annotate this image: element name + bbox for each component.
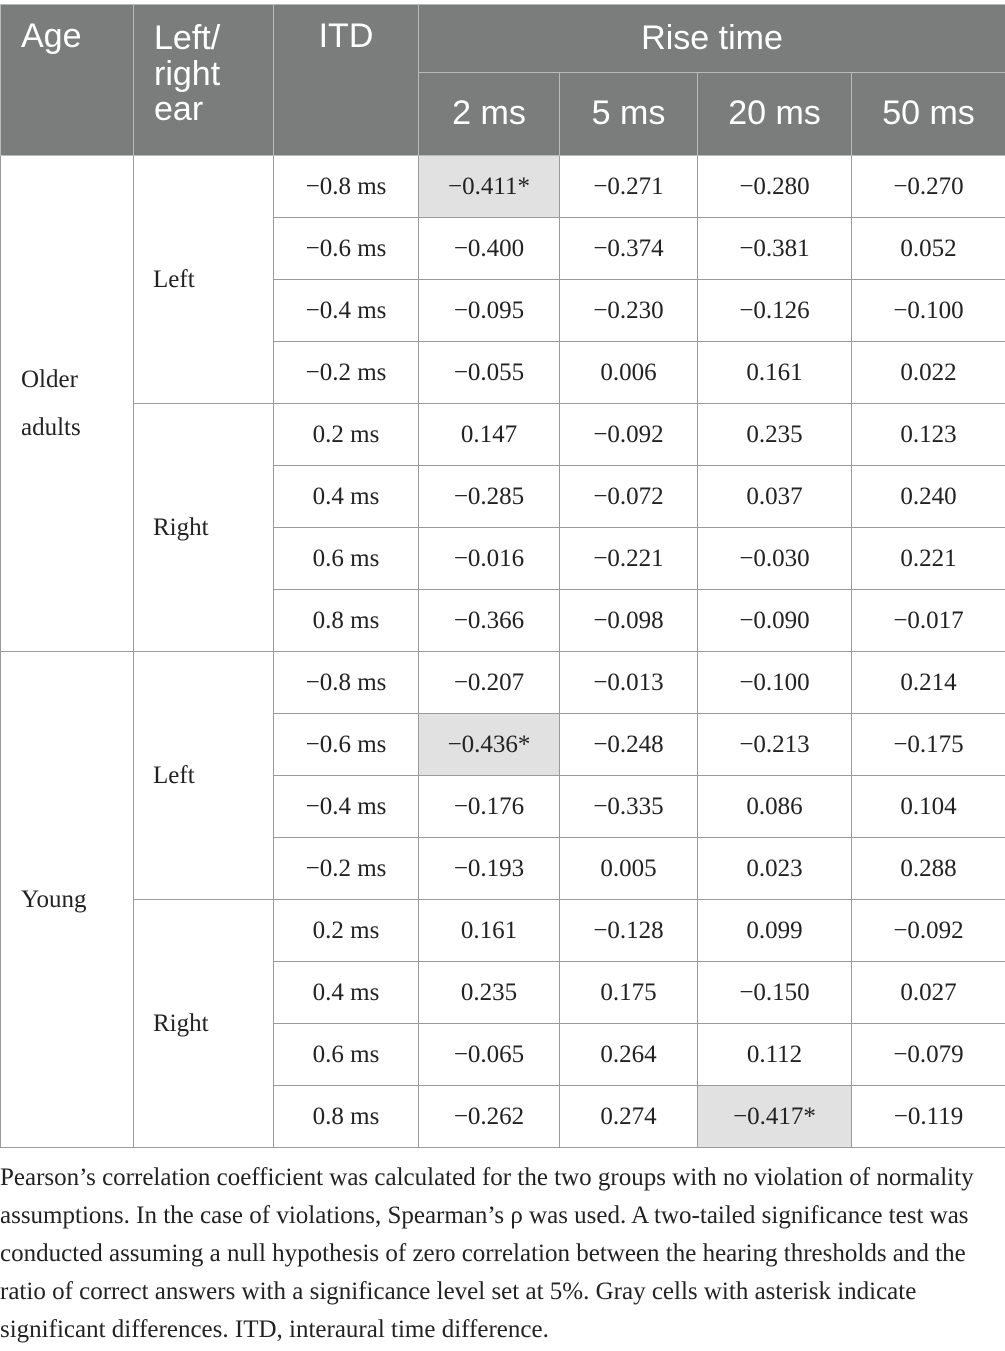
value-cell: −0.095 [419,280,560,342]
ear-label: Left [134,156,274,404]
value-cell: −0.090 [698,590,852,652]
rise-time-header: Rise time [419,5,1005,73]
value-cell: 0.161 [419,900,560,962]
value-cell: −0.013 [560,652,698,714]
value-cell: −0.119 [852,1086,1005,1148]
itd-cell: −0.4 ms [274,776,419,838]
value-cell: −0.030 [698,528,852,590]
value-cell: 0.099 [698,900,852,962]
value-cell: −0.193 [419,838,560,900]
table-row [1,404,1005,466]
value-cell: −0.366 [419,590,560,652]
significant-value-cell: −0.411* [419,156,560,218]
itd-cell: −0.2 ms [274,838,419,900]
value-cell: −0.248 [560,714,698,776]
value-cell: 0.274 [560,1086,698,1148]
value-cell: 0.175 [560,962,698,1024]
value-cell: −0.207 [419,652,560,714]
value-cell: −0.213 [698,714,852,776]
value-cell: 0.123 [852,404,1005,466]
value-cell: −0.221 [560,528,698,590]
itd-cell: −0.2 ms [274,342,419,404]
value-cell: −0.335 [560,776,698,838]
itd-cell: 0.8 ms [274,590,419,652]
value-cell: −0.100 [698,652,852,714]
value-cell: 0.147 [419,404,560,466]
value-cell: 0.023 [698,838,852,900]
itd-cell: −0.6 ms [274,714,419,776]
value-cell: 0.240 [852,466,1005,528]
value-cell: −0.175 [852,714,1005,776]
age-group-label: Young [1,652,134,1148]
itd-cell: −0.8 ms [274,652,419,714]
value-cell: −0.176 [419,776,560,838]
value-cell: 0.052 [852,218,1005,280]
itd-cell: 0.4 ms [274,466,419,528]
value-cell: −0.016 [419,528,560,590]
value-cell: −0.374 [560,218,698,280]
value-cell: 0.006 [560,342,698,404]
ear-label: Right [134,900,274,1148]
value-cell: −0.126 [698,280,852,342]
itd-cell: 0.2 ms [274,404,419,466]
value-cell: 0.104 [852,776,1005,838]
value-cell: 0.005 [560,838,698,900]
value-cell: 0.161 [698,342,852,404]
value-cell: −0.017 [852,590,1005,652]
table-footnote: Pearson’s correlation coefficient was calculated for the two groups with no violation of normality assumptions. In the case of violations, Spearman’s ρ was used. A two-tailed significance test was conducted assuming a null hypothesis of zero correlation between the hearing thresholds and the ratio of correct answers with a significance level set at 5%. Gray cells with asterisk indicate significant differences. ITD, interaural time difference. [0,1164,974,1343]
value-cell: 0.027 [852,962,1005,1024]
rise-20ms-header: 20 ms [698,73,852,156]
value-cell: 0.086 [698,776,852,838]
rise-5ms-header: 5 ms [560,73,698,156]
significant-value-cell: −0.417* [698,1086,852,1148]
table-row [1,900,1005,962]
value-cell: 0.214 [852,652,1005,714]
itd-cell: 0.8 ms [274,1086,419,1148]
value-cell: 0.037 [698,466,852,528]
value-cell: −0.128 [560,900,698,962]
value-cell: −0.280 [698,156,852,218]
value-cell: −0.092 [852,900,1005,962]
itd-cell: −0.6 ms [274,218,419,280]
value-cell: −0.079 [852,1024,1005,1086]
value-cell: 0.264 [560,1024,698,1086]
itd-header: ITD [274,5,419,156]
value-cell: −0.072 [560,466,698,528]
itd-cell: 0.6 ms [274,1024,419,1086]
table-body [1,156,1005,1148]
value-cell: −0.092 [560,404,698,466]
significant-value-cell: −0.436* [419,714,560,776]
value-cell: −0.400 [419,218,560,280]
rise-50ms-header: 50 ms [852,73,1005,156]
age-header: Age [1,5,134,156]
correlation-table [0,4,1005,1148]
value-cell: −0.100 [852,280,1005,342]
value-cell: −0.381 [698,218,852,280]
value-cell: 0.288 [852,838,1005,900]
value-cell: 0.022 [852,342,1005,404]
value-cell: −0.285 [419,466,560,528]
ear-label: Right [134,404,274,652]
value-cell: −0.150 [698,962,852,1024]
age-group-label: Older adults [1,156,134,652]
value-cell: −0.262 [419,1086,560,1148]
value-cell: −0.055 [419,342,560,404]
itd-cell: 0.2 ms [274,900,419,962]
value-cell: 0.235 [698,404,852,466]
table-row [1,652,1005,714]
itd-cell: −0.8 ms [274,156,419,218]
value-cell: −0.230 [560,280,698,342]
value-cell: −0.270 [852,156,1005,218]
ear-label: Left [134,652,274,900]
itd-cell: −0.4 ms [274,280,419,342]
value-cell: 0.221 [852,528,1005,590]
value-cell: 0.235 [419,962,560,1024]
value-cell: −0.065 [419,1024,560,1086]
itd-cell: 0.6 ms [274,528,419,590]
value-cell: 0.112 [698,1024,852,1086]
ear-header: Left/ right ear [134,5,274,156]
rise-2ms-header: 2 ms [419,73,560,156]
value-cell: −0.271 [560,156,698,218]
itd-cell: 0.4 ms [274,962,419,1024]
value-cell: −0.098 [560,590,698,652]
table-row [1,156,1005,218]
table-header [1,5,1005,156]
